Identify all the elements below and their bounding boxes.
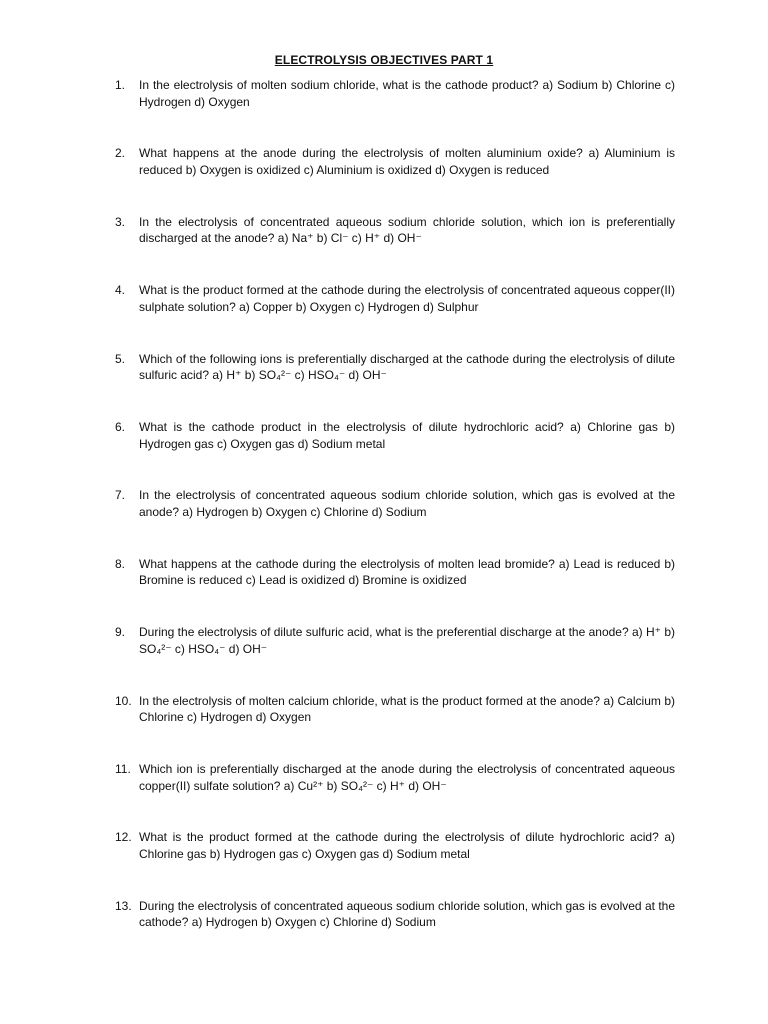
question-text: During the electrolysis of concentrated aqueous sodium chloride solution, which gas is evolved at the cathode? a) Hydrogen b) Oxygen c) Chlorine d) Sodium: [139, 898, 675, 930]
question-number: 2.: [115, 146, 126, 161]
question-text: Which ion is preferentially discharged at the anode during the electrolysis of concentrated aqueous copper(II) sulfate solution? a) Cu²⁺ b) SO₄²⁻ c) H⁺ d) OH⁻: [139, 761, 675, 793]
question-list: [115, 77, 675, 966]
question-item-10: [115, 693, 675, 761]
question-number: 7.: [115, 488, 126, 503]
question-number: 8.: [115, 556, 126, 571]
question-item-11: [115, 761, 675, 829]
question-item-7: [115, 487, 675, 555]
question-number: 4.: [115, 283, 126, 298]
question-item-4: [115, 282, 675, 350]
question-item-6: [115, 419, 675, 487]
question-text: What is the cathode product in the electrolysis of dilute hydrochloric acid? a) Chlorine gas b) Hydrogen gas c) Oxygen gas d) Sodium metal: [139, 419, 675, 451]
question-item-1: [115, 77, 675, 145]
question-text: In the electrolysis of molten calcium chloride, what is the product formed at the anode? a) Calcium b) Chlorine c) Hydrogen d) Oxygen: [139, 693, 675, 725]
question-text: In the electrolysis of concentrated aqueous sodium chloride solution, which gas is evolved at the anode? a) Hydrogen b) Oxygen c) Chlorine d) Sodium: [139, 488, 675, 519]
question-item-8: [115, 556, 675, 624]
question-number: 5.: [115, 351, 126, 366]
question-text: Which of the following ions is preferentially discharged at the cathode during the electrolysis of dilute sulfuric acid? a) H⁺ b) SO₄²⁻ c) HSO₄⁻ d) OH⁻: [139, 351, 675, 383]
question-number: 9.: [115, 625, 126, 640]
document-title: ELECTROLYSIS OBJECTIVES PART 1: [274, 53, 494, 67]
question-text: What is the product formed at the cathode during the electrolysis of dilute hydrochloric acid? a) Chlorine gas b) Hydrogen gas c) Oxygen gas d) Sodium metal: [139, 830, 675, 861]
question-number: 13.: [115, 898, 132, 913]
question-number: 12.: [115, 830, 132, 845]
question-number: 3.: [115, 214, 126, 229]
question-text: What happens at the cathode during the electrolysis of molten lead bromide? a) Lead is reduced b) Bromine is reduced c) Lead is oxidized d) Bromine is oxidized: [139, 556, 675, 588]
question-text: In the electrolysis of molten sodium chloride, what is the cathode product? a) Sodium b) Chlorine c) Hydrogen d) Oxygen: [139, 78, 675, 109]
question-item-2: [115, 145, 675, 213]
question-text: During the electrolysis of dilute sulfuric acid, what is the preferential discharge at the anode? a) H⁺ b) SO₄²⁻ c) HSO₄⁻ d) OH⁻: [139, 625, 675, 656]
question-text: What happens at the anode during the electrolysis of molten aluminium oxide? a) Aluminium is reduced b) Oxygen is oxidized c) Aluminium is oxidized d) Oxygen is reduced: [139, 146, 675, 177]
question-item-12: [115, 829, 675, 897]
question-number: 11.: [115, 761, 131, 776]
question-item-9: [115, 624, 675, 692]
question-text: In the electrolysis of concentrated aqueous sodium chloride solution, which ion is preferentially discharged at the anode? a) Na⁺ b) Cl⁻ c) H⁺ d) OH⁻: [139, 214, 675, 246]
question-item-5: [115, 351, 675, 419]
question-item-3: [115, 214, 675, 282]
question-number: 10.: [115, 693, 132, 708]
question-item-13: [115, 898, 675, 966]
question-number: 6.: [115, 419, 126, 434]
question-text: What is the product formed at the cathode during the electrolysis of concentrated aqueous copper(II) sulphate solution? a) Copper b) Oxygen c) Hydrogen d) Sulphur: [139, 283, 675, 314]
question-number: 1.: [115, 78, 126, 92]
